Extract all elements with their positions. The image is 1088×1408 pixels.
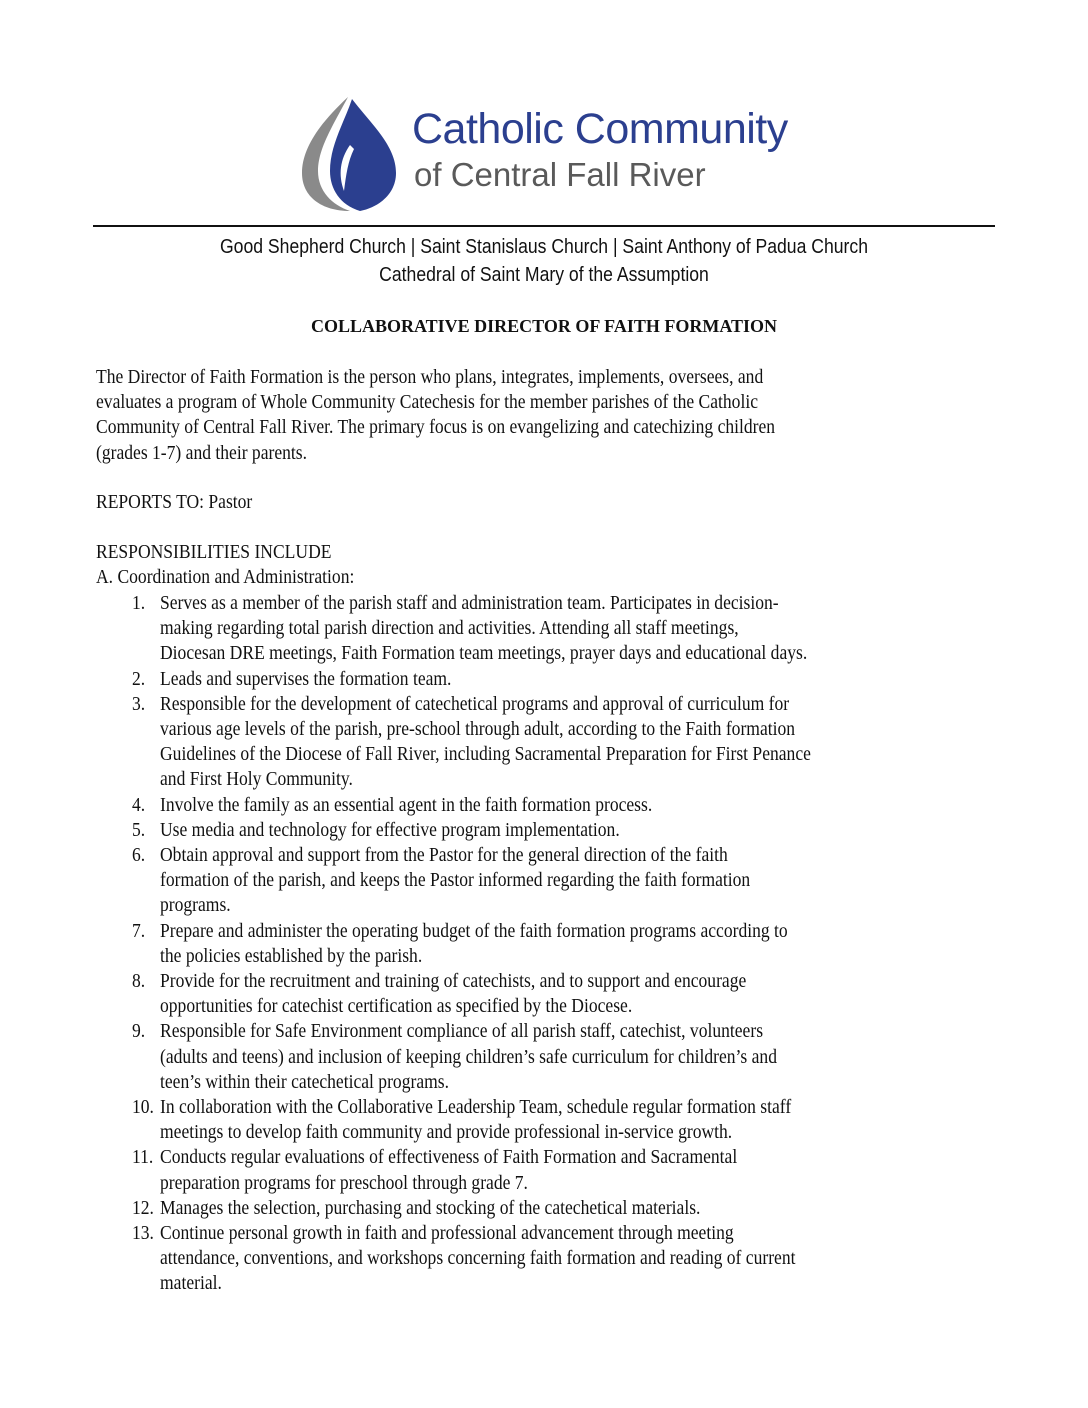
list-item-text [160,1095,995,1145]
list-item-number: 4. [132,794,146,816]
list-item-line: making regarding total parish direction and activities. Attending all staff meetings, [160,618,739,640]
list-item-line: Conducts regular evaluations of effectiveness of Faith Formation and Sacramental [160,1147,738,1169]
list-item [0,591,1088,667]
flame-drop-icon [300,93,410,213]
list-item-line: formation of the parish, and keeps the Pastor informed regarding the faith formation [160,870,751,892]
list-item-text [160,843,995,919]
list-item [0,969,1088,1019]
intro-line: (grades 1-7) and their parents. [96,442,308,464]
list-item-line: attendance, conventions, and workshops concerning faith formation and reading of current [160,1248,796,1270]
document-title: COLLABORATIVE DIRECTOR OF FAITH FORMATION [310,316,778,336]
list-item-line: Guidelines of the Diocese of Fall River, including Sacramental Preparation for First Penance [160,744,811,766]
header-divider [93,225,995,227]
list-item-text [160,1221,995,1297]
list-item-line: Obtain approval and support from the Pastor for the general direction of the faith [160,845,728,867]
list-item [0,692,1088,793]
list-item-line: material. [160,1273,222,1295]
list-item-text [160,793,995,818]
list-item-line: In collaboration with the Collaborative Leadership Team, schedule regular formation staff [160,1097,792,1119]
list-item-number: 2. [132,668,146,690]
churches-line-1: Good Shepherd Church | Saint Stanislaus Church | Saint Anthony of Padua Church [219,236,869,258]
list-item-number: 1. [132,593,146,614]
list-item [0,843,1088,919]
list-item-line: Manages the selection, purchasing and stocking of the catechetical materials. [160,1197,701,1219]
list-item [0,1095,1088,1145]
list-item-line: meetings to develop faith community and provide professional in-service growth. [160,1122,733,1144]
list-item [0,919,1088,969]
list-item [0,1196,1088,1221]
list-item-line: opportunities for catechist certification as specified by the Diocese. [160,996,633,1018]
list-item [0,667,1088,692]
list-item-number: 9. [132,1021,146,1043]
list-item-number: 13. [132,1223,154,1245]
list-item-line: the policies established by the parish. [160,945,423,967]
intro-line: evaluates a program of Whole Community Catechesis for the member parishes of the Catholic [96,392,759,414]
list-item-text [160,1145,995,1195]
list-item-line: various age levels of the parish, pre-school through adult, according to the Faith formation [160,719,796,741]
list-item-number: 7. [132,920,146,942]
list-item-text [160,692,995,793]
list-item-number: 5. [132,819,146,841]
list-item-text [160,919,995,969]
list-item-number: 10. [132,1097,154,1119]
list-item-number: 11. [132,1147,154,1169]
list-item-line: Use media and technology for effective program implementation. [160,819,620,841]
list-item-number: 6. [132,845,146,867]
list-item [0,1019,1088,1095]
list-item [0,1221,1088,1297]
intro-paragraph [96,365,775,466]
list-item-line: Prepare and administer the operating budget of the faith formation programs according to [160,920,788,942]
responsibilities-heading: RESPONSIBILITIES INCLUDE [96,542,332,563]
section-heading: A. Coordination and Administration: [96,567,355,588]
list-item-line: Provide for the recruitment and training of catechists, and to support and encourage [160,971,747,993]
list-item-text [160,591,995,667]
list-item-line: Responsible for Safe Environment compliance of all parish staff, catechist, volunteers [160,1021,764,1043]
list-item-line: Leads and supervises the formation team. [160,668,452,690]
intro-line: Community of Central Fall River. The primary focus is on evangelizing and catechizing children [96,417,776,439]
list-item-number: 12. [132,1197,154,1219]
list-item-text [160,969,995,1019]
list-item-line: programs. [160,895,231,917]
list-item-text [160,667,995,692]
reports-to: REPORTS TO: Pastor [96,492,253,513]
list-item [0,818,1088,843]
list-item-line: teen’s within their catechetical programs. [160,1071,449,1093]
list-item-line: Responsible for the development of catechetical programs and approval of curriculum for [160,693,790,715]
list-item-text [160,818,995,843]
list-item-line: Involve the family as an essential agent in the faith formation process. [160,794,653,816]
list-item-line: and First Holy Community. [160,769,353,791]
list-item-number: 3. [132,693,146,715]
intro-line: The Director of Faith Formation is the person who plans, integrates, implements, oversees, and [96,367,764,388]
responsibilities-list [0,591,1088,1297]
list-item-line: Diocesan DRE meetings, Faith Formation team meetings, prayer days and educational days. [160,643,808,665]
list-item-number: 8. [132,971,146,993]
list-item-text [160,1019,995,1095]
list-item-line: Continue personal growth in faith and professional advancement through meeting [160,1223,734,1245]
list-item [0,793,1088,818]
logo [300,93,800,213]
list-item [0,1145,1088,1195]
churches-line-2: Cathedral of Saint Mary of the Assumption [379,264,709,286]
logo-title: Catholic Community [412,105,788,153]
list-item-line: Serves as a member of the parish staff and administration team. Participates in decision- [160,593,779,614]
list-item-line: preparation programs for preschool through grade 7. [160,1172,528,1194]
list-item-line: (adults and teens) and inclusion of keeping children’s safe curriculum for children’s and [160,1046,777,1068]
logo-subtitle: of Central Fall River [414,156,706,193]
list-item-text [160,1196,995,1221]
